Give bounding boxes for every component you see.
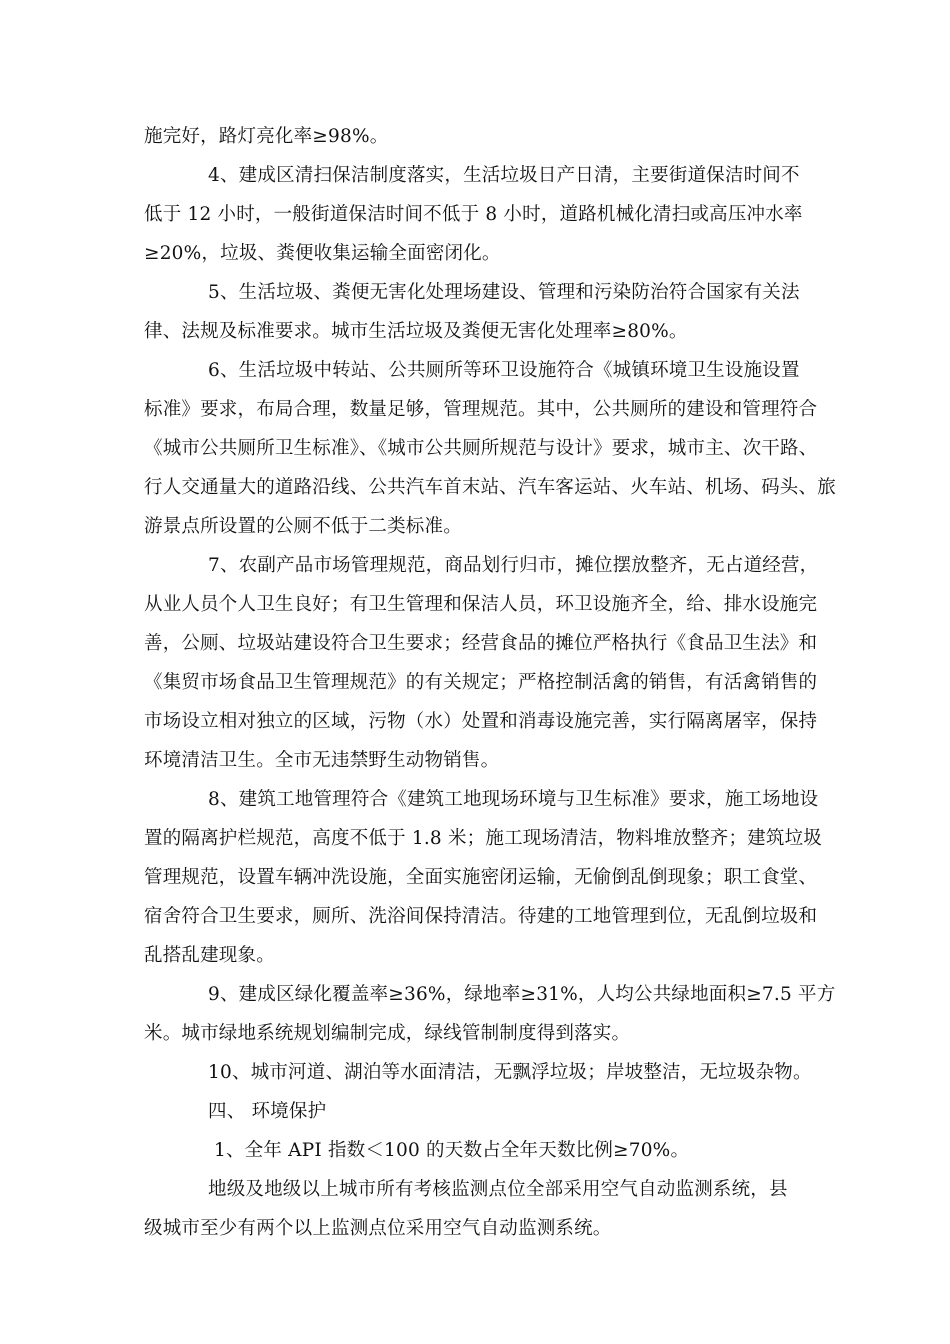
paragraph-8-line-5: 乱搭乱建现象。 xyxy=(144,945,275,966)
paragraph-6-line-4: 行人交通量大的道路沿线、公共汽车首末站、汽车客运站、火车站、机场、码头、旅 xyxy=(144,477,836,498)
paragraph-5-line-2: 律、法规及标准要求。城市生活垃圾及粪便无害化处理率≥80%。 xyxy=(144,321,688,342)
text-line-1: 施完好，路灯亮化率≥98%。 xyxy=(144,126,389,147)
paragraph-7-line-3: 善，公厕、垃圾站建设符合卫生要求；经营食品的摊位严格执行《食品卫生法》和 xyxy=(144,633,818,654)
paragraph-7-line-2: 从业人员个人卫生良好；有卫生管理和保洁人员，环卫设施齐全，给、排水设施完 xyxy=(144,594,818,615)
paragraph-7-line-1: 7、农副产品市场管理规范，商品划行归市，摊位摆放整齐，无占道经营， xyxy=(208,555,819,576)
paragraph-8-line-2: 置的隔离护栏规范，高度不低于 1.8 米；施工现场清洁，物料堆放整齐；建筑垃圾 xyxy=(144,828,822,849)
item-1-api-index: 1、全年 API 指数＜100 的天数占全年天数比例≥70%。 xyxy=(214,1140,690,1161)
paragraph-4-line-2: 低于 12 小时，一般街道保洁时间不低于 8 小时，道路机械化清扫或高压冲水率 xyxy=(144,204,803,225)
paragraph-6-line-5: 游景点所设置的公厕不低于二类标准。 xyxy=(144,516,462,537)
paragraph-9-line-1: 9、建成区绿化覆盖率≥36%，绿地率≥31%，人均公共绿地面积≥7.5 平方 xyxy=(208,984,836,1005)
paragraph-8-line-4: 宿舍符合卫生要求，厕所、洗浴间保持清洁。待建的工地管理到位，无乱倒垃圾和 xyxy=(144,906,818,927)
paragraph-8-line-1: 8、建筑工地管理符合《建筑工地现场环境与卫生标准》要求，施工场地设 xyxy=(208,789,819,810)
paragraph-9-line-2: 米。城市绿地系统规划编制完成，绿线管制制度得到落实。 xyxy=(144,1023,631,1044)
paragraph-6-line-3: 《城市公共厕所卫生标准》、《城市公共厕所规范与设计》要求，城市主、次干路、 xyxy=(144,438,818,459)
paragraph-4-line-3: ≥20%，垃圾、粪便收集运输全面密闭化。 xyxy=(144,243,501,264)
paragraph-7-line-5: 市场设立相对独立的区域，污物（水）处置和消毒设施完善，实行隔离屠宰，保持 xyxy=(144,711,818,732)
paragraph-8-line-3: 管理规范，设置车辆冲洗设施，全面实施密闭运输，无偷倒乱倒现象；职工食堂、 xyxy=(144,867,818,888)
section-heading-environmental-protection: 四、 环境保护 xyxy=(208,1101,327,1122)
paragraph-7-line-6: 环境清洁卫生。全市无违禁野生动物销售。 xyxy=(144,750,500,771)
monitoring-line-2: 级城市至少有两个以上监测点位采用空气自动监测系统。 xyxy=(144,1218,612,1239)
paragraph-10-line-1: 10、城市河道、湖泊等水面清洁，无飘浮垃圾；岸坡整洁，无垃圾杂物。 xyxy=(208,1062,812,1083)
monitoring-line-1: 地级及地级以上城市所有考核监测点位全部采用空气自动监测系统，县 xyxy=(208,1179,788,1200)
paragraph-6-line-1: 6、生活垃圾中转站、公共厕所等环卫设施符合《城镇环境卫生设施设置 xyxy=(208,360,800,381)
paragraph-4-line-1: 4、建成区清扫保洁制度落实，生活垃圾日产日清，主要街道保洁时间不 xyxy=(208,165,800,186)
paragraph-7-line-4: 《集贸市场食品卫生管理规范》的有关规定；严格控制活禽的销售，有活禽销售的 xyxy=(144,672,818,693)
paragraph-6-line-2: 标准》要求，布局合理，数量足够，管理规范。其中，公共厕所的建设和管理符合 xyxy=(144,399,818,420)
paragraph-5-line-1: 5、生活垃圾、粪便无害化处理场建设、管理和污染防治符合国家有关法 xyxy=(208,282,800,303)
